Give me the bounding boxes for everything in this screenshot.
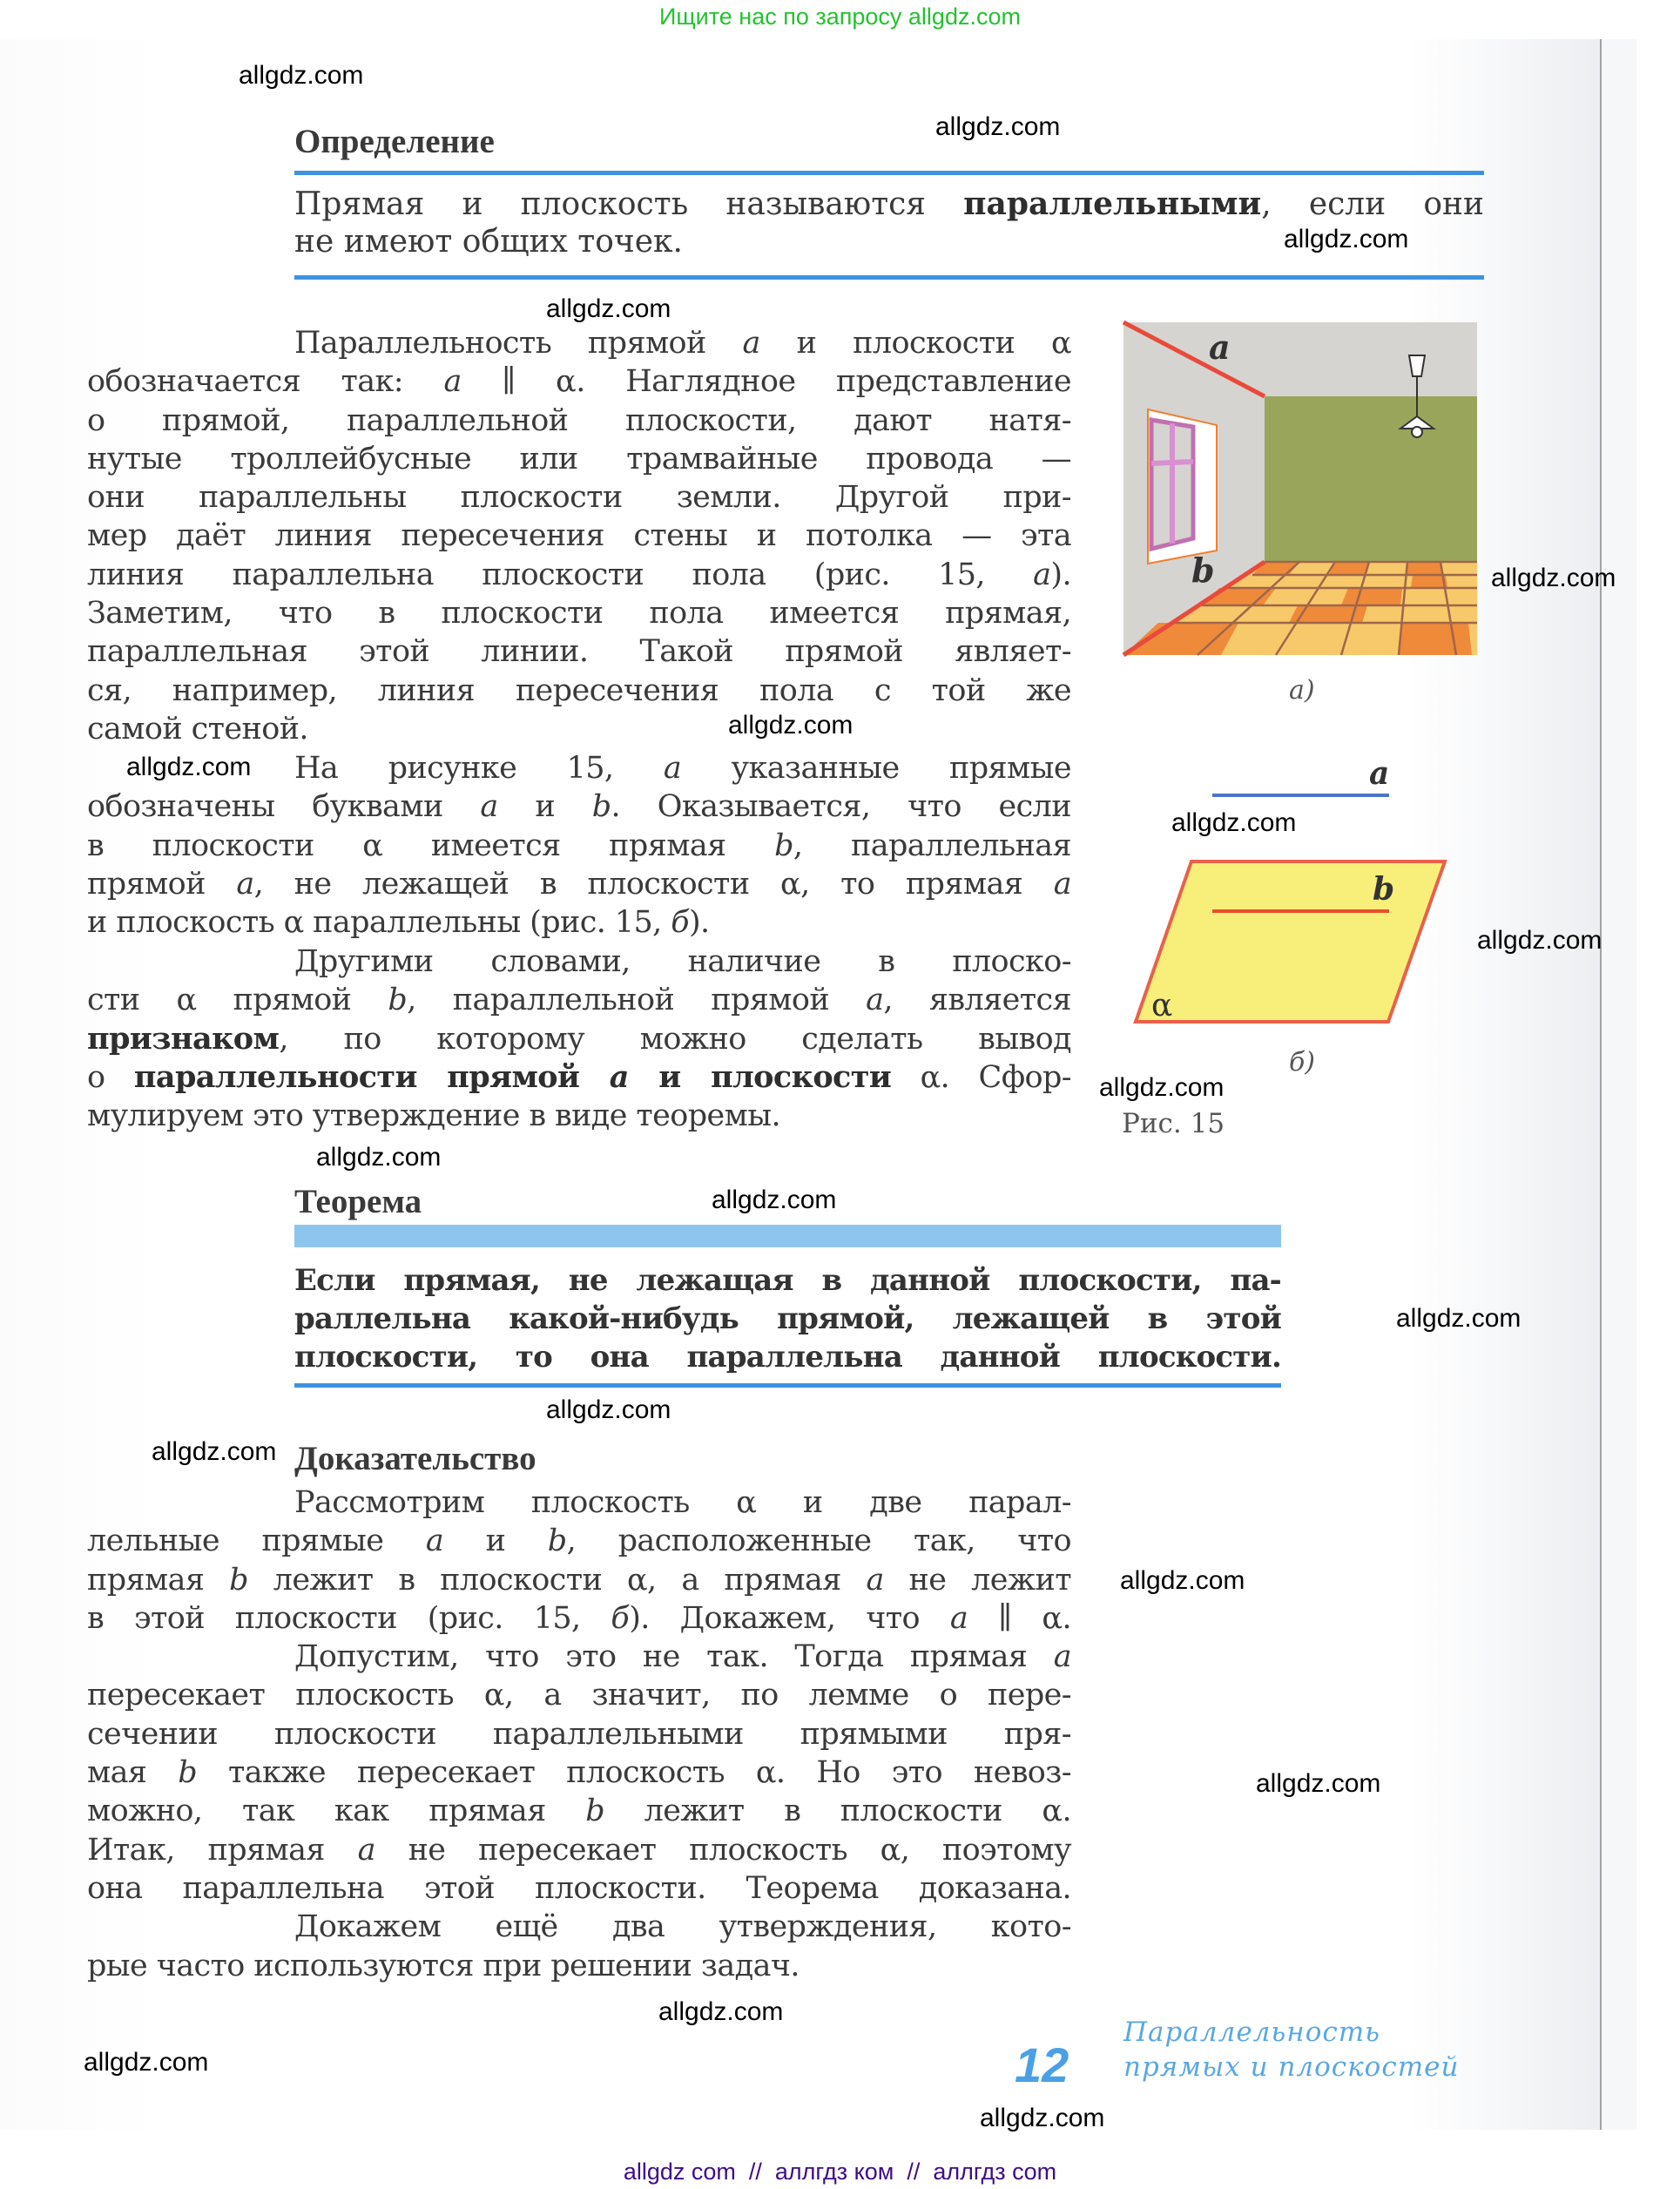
watermark-link: allgdz.com (152, 1437, 277, 1466)
text-line: обозначены буквами a и b. Оказывается, что если (87, 789, 1071, 825)
text-line: прямой a, не лежащей в плоскости α, то прямая a (87, 866, 1071, 902)
theorem-bar (294, 1225, 1281, 1247)
watermark-link: allgdz.com (1284, 225, 1409, 253)
figure-15a-label-a: a (1209, 328, 1231, 367)
watermark-link: allgdz.com (126, 753, 252, 781)
watermark-link: allgdz.com (1099, 1073, 1225, 1102)
watermark-link: allgdz.com (1120, 1566, 1245, 1595)
figure-15a-caption: а) (1289, 675, 1315, 706)
watermark-link: allgdz.com (316, 1143, 442, 1172)
watermark-link: allgdz.com (980, 2104, 1105, 2132)
paragraph-1 (87, 324, 1071, 748)
figure-caption: Рис. 15 (1122, 1108, 1225, 1139)
text-line: Рассмотрим плоскость α и две парал- (294, 1485, 1071, 1520)
theorem-heading: Теорема (294, 1183, 422, 1220)
text-line: На рисунке 15, а указанные прямые (294, 751, 1071, 786)
proof-text (87, 1483, 1071, 1985)
theorem-statement (294, 1261, 1281, 1376)
top-banner: Ищите нас по запросу allgdz.com (659, 3, 1021, 30)
page-margin-strip (1602, 39, 1636, 2130)
text-line: и плоскость α параллельны (рис. 15, б). (87, 905, 710, 941)
watermark-link: allgdz.com (935, 112, 1061, 141)
watermark-link: allgdz.com (658, 1997, 784, 2026)
text-line: ся, например, линия пересечения пола с той же (87, 672, 1071, 708)
text-line: в этой плоскости (рис. 15, б). Докажем, что a ∥ α. (87, 1600, 1071, 1636)
text-line: о прямой, параллельной плоскости, дают натя- (87, 402, 1071, 438)
text-line: пересекает плоскость α, а значит, по лемме о пере- (87, 1678, 1071, 1713)
text-line: Допустим, что это не так. Тогда прямая a (294, 1639, 1071, 1675)
definition-line: не имеют общих точек. (294, 224, 683, 260)
watermark-link: allgdz.com (546, 294, 671, 323)
text-line: мулируем это утверждение в виде теоремы. (87, 1098, 781, 1134)
text-line: Другими словами, наличие в плоско- (294, 944, 1071, 979)
text-line: прямая b лежит в плоскости α, а прямая a не лежит (87, 1562, 1071, 1598)
figure-15b-plane (1123, 755, 1498, 1037)
figure-15b-caption: б) (1289, 1047, 1316, 1078)
definition-top-rule (294, 171, 1484, 175)
paragraph-3 (87, 942, 1071, 1135)
text-line: мер даёт линия пересечения стены и потолка — эта (87, 518, 1071, 554)
theorem-line: Если прямая, не лежащая в данной плоскости, па- (294, 1263, 1281, 1298)
running-title-line-2: прямых и плоскостей (1123, 2051, 1460, 2083)
definition-bottom-rule (294, 275, 1484, 280)
text-line: можно, так как прямая b лежит в плоскости α. (87, 1794, 1071, 1829)
theorem-line: плоскости, то она параллельна данной плоскости. (294, 1340, 1281, 1375)
figure-15b-label-alpha: α (1151, 988, 1173, 1024)
text-line: они параллельны плоскости земли. Другой при- (87, 480, 1071, 516)
watermark-link: allgdz.com (712, 1186, 837, 1214)
watermark-link: allgdz.com (1256, 1769, 1381, 1798)
proof-heading: Доказательство (294, 1440, 536, 1477)
text-line: Докажем ещё два утверждения, кото- (294, 1909, 1071, 1945)
figure-15a-room (1123, 322, 1481, 658)
watermark-link: allgdz.com (239, 61, 364, 90)
watermark-link: allgdz.com (84, 2048, 209, 2077)
text-line: самой стеной. (87, 711, 308, 747)
text-line: мая b также пересекает плоскость α. Но это невоз- (87, 1755, 1071, 1791)
watermark-link: allgdz.com (1491, 564, 1616, 592)
figure-15a-label-b: b (1191, 551, 1215, 590)
watermark-link: allgdz.com (1171, 808, 1297, 837)
watermark-link: allgdz.com (1477, 926, 1602, 955)
watermark-link: allgdz.com (728, 711, 853, 740)
figure-15b-label-a: a (1369, 755, 1390, 792)
watermark-link: allgdz.com (1396, 1304, 1521, 1333)
definition-heading: Определение (294, 123, 495, 160)
text-line: лельные прямые a и b, расположенные так, что (87, 1524, 1071, 1559)
bottom-banner: allgdz com // аллгдз ком // аллгдз com (623, 2159, 1057, 2185)
text-line: рые часто используются при решении задач. (87, 1948, 800, 1983)
page-edge (1600, 39, 1602, 2130)
theorem-bottom-rule (294, 1383, 1281, 1388)
text-line: нутые троллейбусные или трамвайные провода — (87, 441, 1071, 476)
text-line: Итак, прямая a не пересекает плоскость α, поэтому (87, 1832, 1071, 1868)
page-number: 12 (1015, 2037, 1069, 2092)
watermark-link: allgdz.com (546, 1395, 671, 1424)
text-line: Заметим, что в плоскости пола имеется прямая, (87, 596, 1071, 632)
text-line: обозначается так: a ∥ α. Наглядное представление (87, 364, 1071, 400)
text-line: она параллельна этой плоскости. Теорема доказана. (87, 1870, 1071, 1906)
text-line: о параллельности прямой a и плоскости α. Сфор- (87, 1058, 1071, 1095)
text-line: в плоскости α имеется прямая b, параллельная (87, 828, 1071, 863)
text-line: параллельная этой линии. Такой прямой являет- (87, 634, 1071, 670)
text-line: сечении плоскости параллельными прямыми пря- (87, 1716, 1071, 1752)
text-line: сти α прямой b, параллельной прямой a, является (87, 983, 1071, 1018)
text-line: линия параллельна плоскости пола (рис. 15, а). (87, 557, 1071, 592)
definition-line: Прямая и плоскость называются параллельными, если они (294, 186, 1485, 222)
figure-15b-label-b: b (1373, 871, 1395, 908)
running-title (1123, 2015, 1459, 2084)
text-line: признаком, по которому можно сделать вывод (87, 1020, 1071, 1057)
text-line: Параллельность прямой a и плоскости α (294, 326, 1071, 361)
running-title-line-1: Параллельность (1123, 2017, 1380, 2048)
theorem-line: раллельна какой-нибудь прямой, лежащей в этой (294, 1301, 1281, 1336)
